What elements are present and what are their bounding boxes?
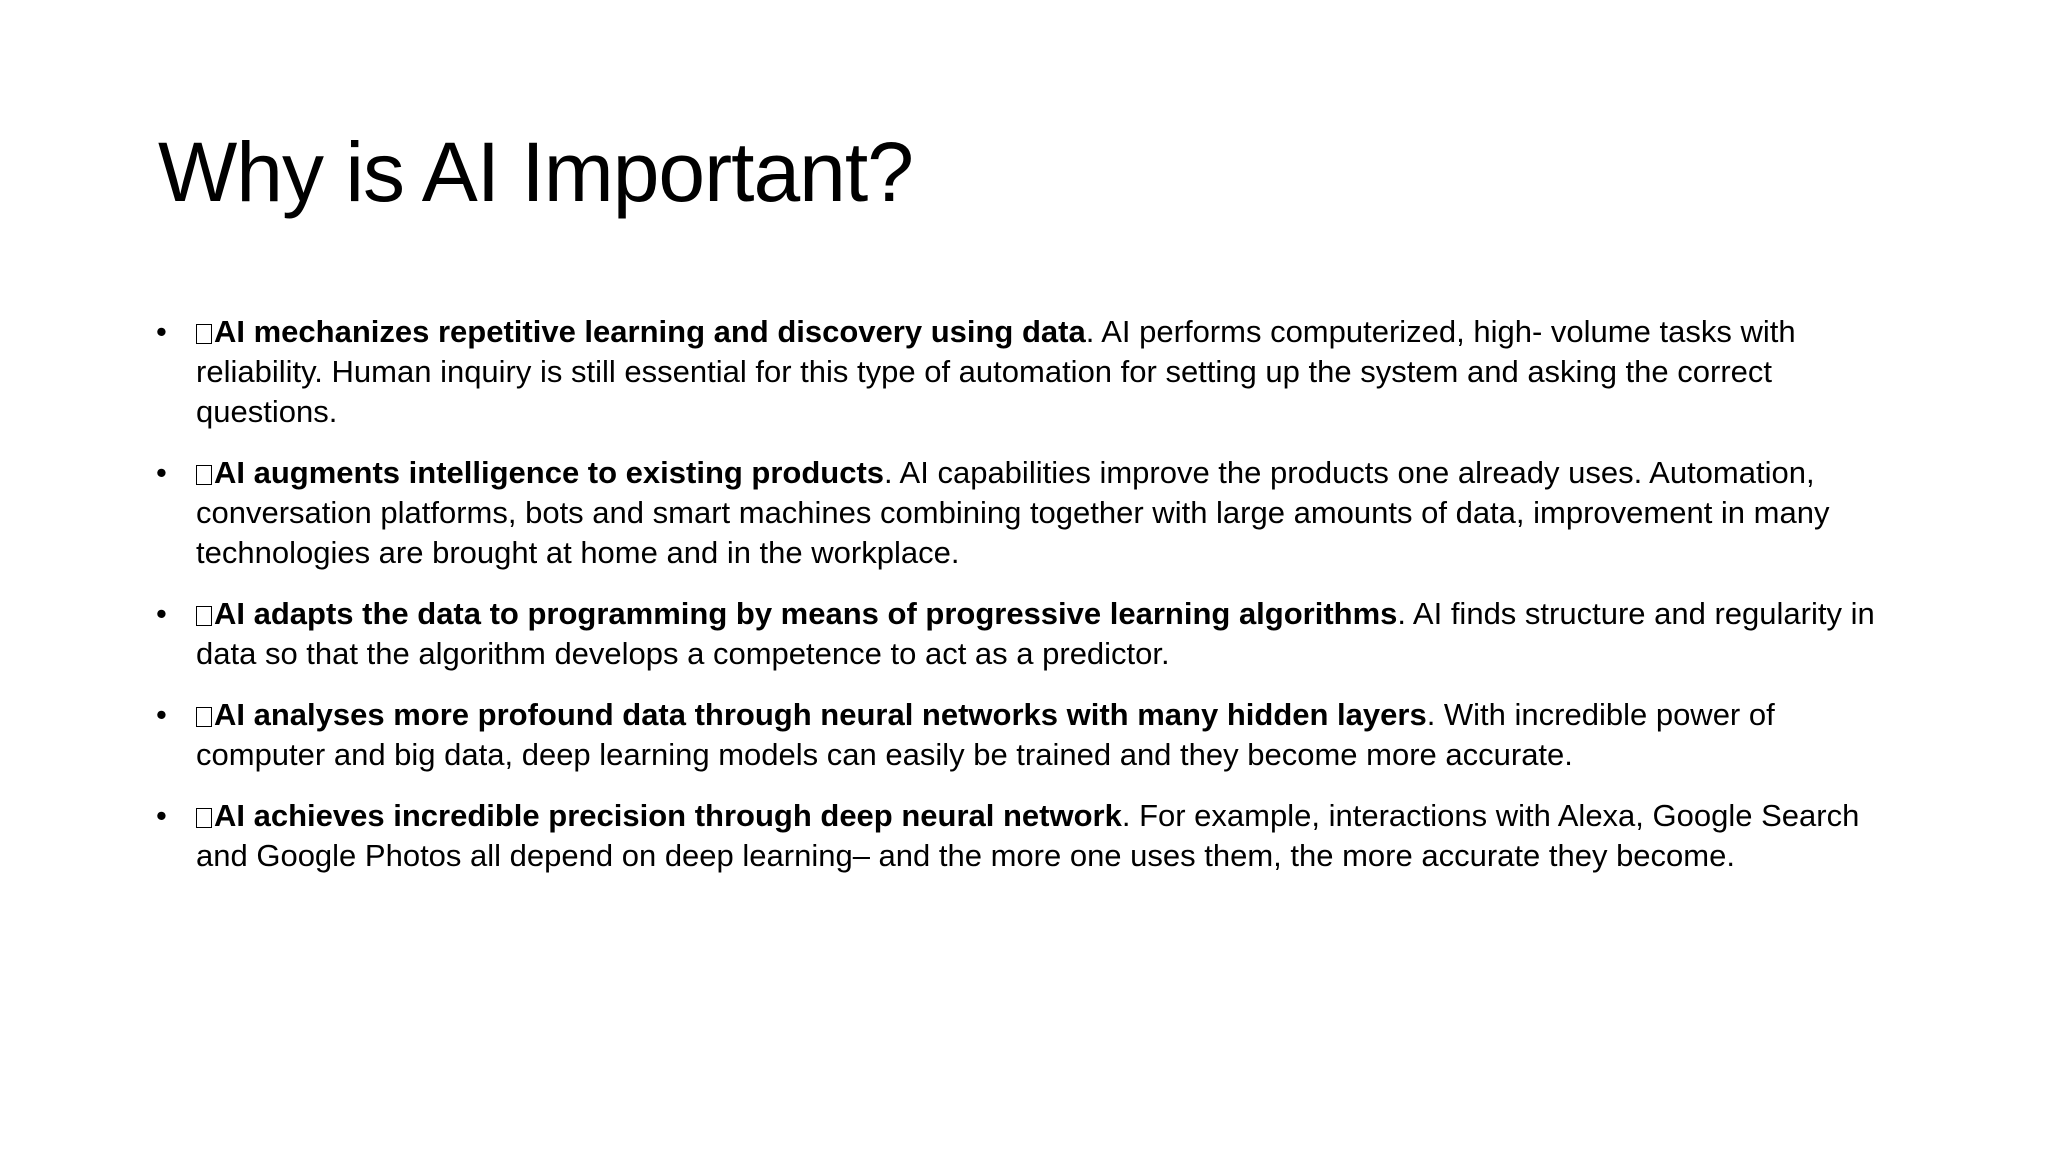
bullet-heading: AI achieves incredible precision through deep neural network bbox=[214, 798, 1122, 833]
missing-glyph-icon bbox=[196, 707, 212, 727]
bullet-heading: AI analyses more profound data through neural networks with many hidden layers bbox=[214, 697, 1427, 732]
bullet-heading: AI mechanizes repetitive learning and discovery using data bbox=[214, 314, 1086, 349]
list-item bbox=[150, 796, 1910, 876]
bullet-text: . With incredible power of computer and big data, deep learning models can easily be trained and they become more accurate. bbox=[196, 697, 1775, 772]
missing-glyph-icon bbox=[196, 324, 212, 344]
bullet-text: . AI capabilities improve the products one already uses. Automation, conversation platforms, bots and smart machines combining together with large amounts of data, improvement in many technologies are brought at home and in the workplace. bbox=[196, 455, 1830, 570]
bullet-dot: • bbox=[156, 455, 167, 490]
slide-title: Why is AI Important? bbox=[158, 125, 913, 219]
bullet-dot: • bbox=[156, 314, 167, 349]
bullet-dot: • bbox=[156, 697, 167, 732]
bullet-list bbox=[150, 312, 1910, 897]
list-item bbox=[150, 695, 1910, 775]
list-item bbox=[150, 594, 1910, 674]
bullet-heading: AI augments intelligence to existing products bbox=[214, 455, 885, 490]
bullet-dot: • bbox=[156, 798, 167, 833]
bullet-heading: AI adapts the data to programming by means of progressive learning algorithms bbox=[214, 596, 1398, 631]
bullet-dot: • bbox=[156, 596, 167, 631]
missing-glyph-icon bbox=[196, 465, 212, 485]
list-item bbox=[150, 453, 1910, 573]
bullet-text: . AI finds structure and regularity in data so that the algorithm develops a competence to act as a predictor. bbox=[196, 596, 1875, 671]
bullet-text: . AI performs computerized, high- volume tasks with reliability. Human inquiry is still essential for this type of automation for setting up the system and asking the correct questions. bbox=[196, 314, 1796, 429]
missing-glyph-icon bbox=[196, 808, 212, 828]
missing-glyph-icon bbox=[196, 606, 212, 626]
list-item bbox=[150, 312, 1910, 432]
bullet-text: . For example, interactions with Alexa, Google Search and Google Photos all depend on deep learning– and the more one uses them, the more accurate they become. bbox=[196, 798, 1860, 873]
